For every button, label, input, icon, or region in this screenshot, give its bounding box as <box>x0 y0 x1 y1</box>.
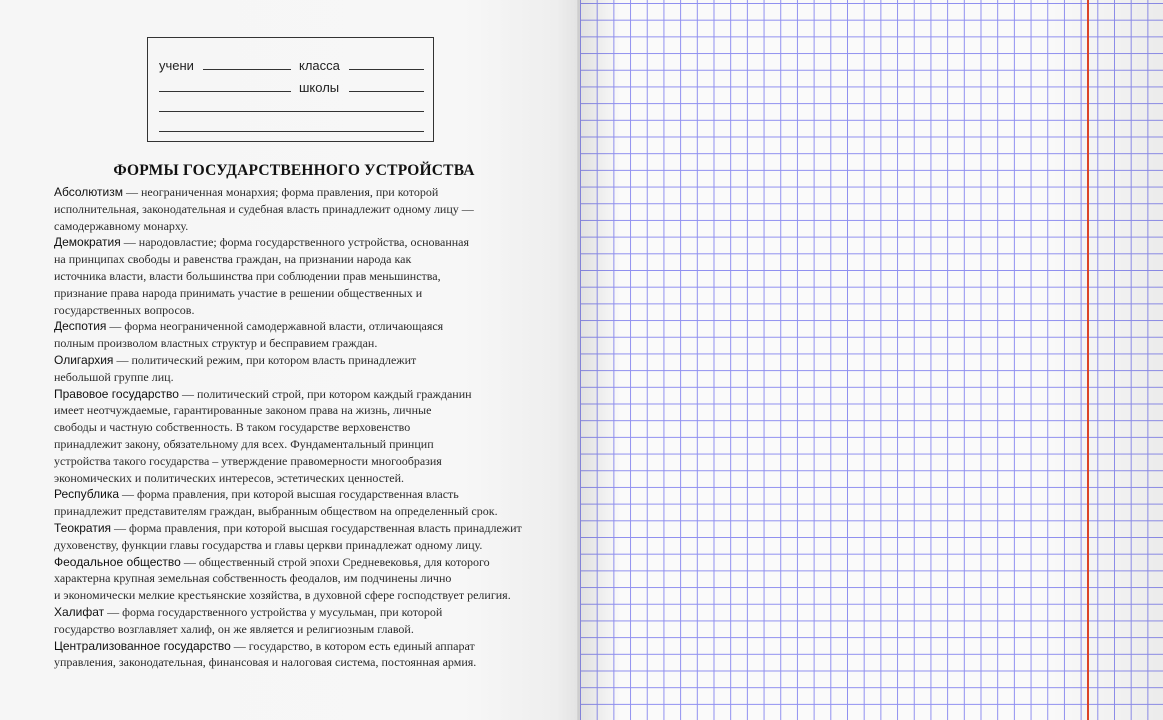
definition-term: Демократия <box>54 235 121 250</box>
definition-entry <box>54 486 554 520</box>
definition-line <box>54 520 554 537</box>
definition-entry <box>54 318 554 352</box>
student-info-box <box>147 37 434 142</box>
definition-term: Деспотия <box>54 319 107 334</box>
definition-text: — народовластие; форма государственного устройства, основанная <box>120 235 470 250</box>
definition-term: Абсолютизм <box>54 185 123 199</box>
definition-text: духовенству, функции главы государства и главы церкви принадлежат одному лицу. <box>54 537 483 552</box>
definition-line <box>54 318 554 335</box>
definition-text: полным произволом властных структур и бесправием граждан. <box>54 336 378 351</box>
definition-entry <box>54 520 554 554</box>
blank-line[interactable] <box>159 111 424 112</box>
definition-line <box>54 654 554 671</box>
definition-line <box>54 201 554 218</box>
definition-line <box>54 218 554 235</box>
definition-line <box>54 486 554 503</box>
definition-entry <box>54 386 554 487</box>
definition-term: Централизованное государство <box>54 638 231 653</box>
definition-line <box>54 302 554 319</box>
definition-line <box>54 570 554 587</box>
page-shade <box>1043 0 1163 720</box>
definition-line <box>54 268 554 285</box>
form-row-blank-2 <box>159 122 422 138</box>
definition-text: — неограниченная монархия; форма правления, при которой <box>122 185 439 199</box>
definition-text: — форма правления, при которой высшая государственная власть принадлежит <box>111 520 522 535</box>
definition-text: на принципах свободы и равенства граждан, на признании народа как <box>54 252 412 267</box>
definition-entry <box>54 638 554 672</box>
definition-line <box>54 419 554 436</box>
definition-line <box>54 234 554 251</box>
definition-text: принадлежит представителям граждан, выбранным обществом на определенный срок. <box>54 504 498 519</box>
left-page <box>0 0 580 720</box>
definition-entry <box>54 234 554 318</box>
definition-line <box>54 604 554 621</box>
page-title: ФОРМЫ ГОСУДАРСТВЕННОГО УСТРОЙСТВА <box>113 162 475 179</box>
definition-text: — политический строй, при котором каждый гражданин <box>178 386 472 401</box>
definition-line <box>54 184 554 201</box>
definition-line <box>54 335 554 352</box>
class-label: класса <box>299 58 340 73</box>
definition-text: экономических и политических интересов, эстетических ценностей. <box>54 470 405 485</box>
definition-term: Правовое государство <box>54 386 179 401</box>
definition-text: источника власти, власти большинства при соблюдении прав меньшинства, <box>54 268 441 283</box>
definition-text: имеет неотчуждаемые, гарантированные законом права на жизнь, личные <box>54 403 432 418</box>
definition-text: и экономически мелкие крестьянские хозяйства, в духовной сфере господствует религия. <box>54 588 511 603</box>
definition-text: устройства такого государства – утверждение правомерности многообразия <box>54 453 442 468</box>
definition-entry <box>54 352 554 386</box>
definition-text: государство возглавляет халиф, он же является и религиозным главой. <box>54 621 414 636</box>
definition-line <box>54 554 554 571</box>
school-line[interactable] <box>349 91 424 92</box>
definition-line <box>54 621 554 638</box>
margin-line <box>1087 0 1089 720</box>
definition-line <box>54 453 554 470</box>
definition-line <box>54 352 554 369</box>
definition-line <box>54 402 554 419</box>
definition-entry <box>54 184 554 234</box>
definition-term: Олигархия <box>54 352 114 367</box>
definition-text: свободы и частную собственность. В таком государстве верховенство <box>54 420 411 435</box>
form-row-school <box>159 80 422 96</box>
class-line[interactable] <box>349 69 424 70</box>
school-label: школы <box>299 80 340 95</box>
blank-line[interactable] <box>159 131 424 132</box>
definition-text: управления, законодательная, финансовая и налоговая система, постоянная армия. <box>54 655 477 670</box>
definition-text: — общественный строй эпохи Средневековья, для которого <box>180 554 490 569</box>
definition-line <box>54 386 554 403</box>
definition-line <box>54 285 554 302</box>
definition-text: — политический режим, при котором власть принадлежит <box>113 352 417 367</box>
definition-line <box>54 251 554 268</box>
school-number-line[interactable] <box>159 91 291 92</box>
definition-term: Теократия <box>54 520 112 535</box>
definition-line <box>54 503 554 520</box>
definition-text: признание права народа принимать участие в решении общественных и <box>54 285 423 300</box>
definition-text: — форма неограниченной самодержавной власти, отличающаяся <box>106 319 444 334</box>
definition-entry <box>54 604 554 638</box>
form-row-blank-1 <box>159 102 422 118</box>
definition-text: принадлежит закону, обязательному для всех. Фундаментальный принцип <box>54 436 434 451</box>
definition-text: — государство, в котором есть единый аппарат <box>230 638 475 653</box>
definition-text: исполнительная, законодательная и судебная власть принадлежит одному лицу — <box>54 201 474 216</box>
definition-text: государственных вопросов. <box>54 302 195 317</box>
student-name-line[interactable] <box>203 69 291 70</box>
definition-term: Феодальное общество <box>54 554 181 569</box>
definition-text: характерна крупная земельная собственность феодалов, им подчинены лично <box>54 571 452 586</box>
definition-text: самодержавному монарху. <box>54 218 189 233</box>
definition-line <box>54 470 554 487</box>
form-row-student <box>159 58 422 74</box>
definition-text: — форма правления, при которой высшая государственная власть <box>119 487 459 502</box>
definition-text: небольшой группе лиц. <box>54 369 174 384</box>
definition-line <box>54 436 554 453</box>
definition-line <box>54 537 554 554</box>
definition-term: Халифат <box>54 604 105 619</box>
definition-line <box>54 638 554 655</box>
definition-line <box>54 369 554 386</box>
definition-text: — форма государственного устройства у мусульман, при которой <box>104 604 443 619</box>
definition-line <box>54 587 554 604</box>
grid-page[interactable] <box>580 0 1163 720</box>
definition-entry <box>54 554 554 604</box>
definitions-list <box>54 184 554 671</box>
student-label: учени <box>159 58 194 73</box>
definition-term: Республика <box>54 487 120 502</box>
